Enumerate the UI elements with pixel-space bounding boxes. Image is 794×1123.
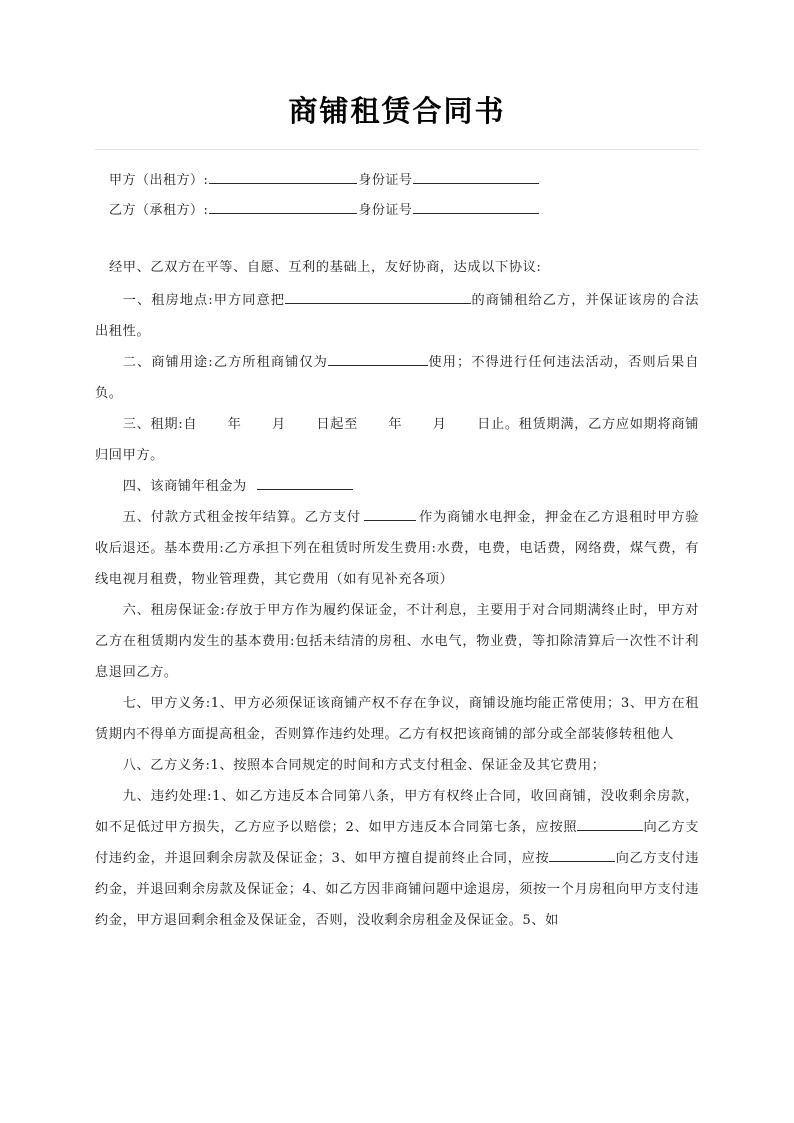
clause-6-security-deposit: 六、租房保证金:存放于甲方作为履约保证金，不计利息，主要用于对合同期满终止时，甲方对乙方在租赁期内发生的基本费用:包括未结清的房租、水电气，物业费，等扣除清算后一次性不计利息退回乙方。 [95, 603, 699, 681]
clause-3-month-label-end: 月 [432, 417, 447, 433]
clause-4-annual-rent [95, 471, 699, 502]
clause-1-address-field[interactable] [285, 290, 471, 304]
clause-9-text-c: 向乙方支付违约金，并退回剩余房款及保证金；4、如乙方因非商铺问题中途退房，须按一个月房租向甲方支付违约金，甲方退回剩余租金及保证金，否则，没收剩余房租金及保证金。5、如 [95, 851, 699, 929]
lessor-id-label: 身份证号 [358, 173, 413, 189]
clause-3-year-label-end: 年 [388, 417, 403, 433]
clause-2-text-b: 使用；不得进行任何违法活动，否则后果自负。 [95, 355, 699, 402]
intro-paragraph: 经甲、乙双方在平等、自愿、互利的基础上，友好协商，达成以下协议: [109, 260, 542, 276]
clause-1-text-a: 一、租房地点:甲方同意把 [122, 293, 285, 309]
clause-9-breach [95, 781, 699, 936]
page-title: 商铺租赁合同书 [288, 94, 506, 128]
clause-9-text-a: 九、违约处理:1、如乙方违反本合同第八条，甲方有权终止合同，收回商铺，没收剩余房款，如不足低过甲方损失，乙方应予以赔偿；2、如甲方违反本合同第七条，应按照 [95, 789, 699, 836]
clause-7-lessor-obligations: 七、甲方义务:1、甲方必须保证该商铺产权不存在争议，商铺设施均能正常使用；3、甲方在租赁期内不得单方面提高租金，否则算作违约处理。乙方有权把该商铺的部分或全部装修转租他人 [95, 696, 699, 743]
lessee-id-label: 身份证号 [358, 203, 413, 219]
lessee-role-label: 乙方（承租方）: [109, 203, 209, 219]
clause-5-payment [95, 502, 699, 595]
clause-2-text-a: 二、商铺用途:乙方所租商铺仅为 [122, 355, 328, 371]
clause-8-lessee-obligations: 八、乙方义务:1、按照本合同规定的时间和方式支付租金、保证金及其它费用； [122, 758, 606, 774]
clause-5-text-a: 五、付款方式租金按年结算。乙方支付 [122, 510, 361, 526]
party-row-lessor [95, 166, 699, 196]
clause-3-term [95, 409, 699, 471]
clause-4-rent-field[interactable] [257, 476, 353, 490]
clause-4-text-a: 四、该商铺年租金为 [122, 479, 247, 495]
clause-3-text-d: 日起至 [316, 417, 358, 433]
clause-9-text-b: 向乙方支付违约金，并退回剩余房款及保证金；3、如甲方擅自提前终止合同，应按 [95, 820, 699, 867]
clause-2-usage [95, 347, 699, 409]
party-row-lessee [95, 196, 699, 226]
clause-3-text-g: 日止。租赁期满，乙方应如期将商铺归回甲方。 [95, 417, 699, 464]
clause-9-penalty-field-b[interactable] [549, 848, 615, 862]
lessee-id-field[interactable] [413, 199, 539, 214]
title-divider [95, 149, 699, 150]
agreement-body [95, 252, 699, 936]
party-info-block [95, 166, 699, 226]
clause-3-month-label-start: 月 [271, 417, 286, 433]
lessor-id-field[interactable] [413, 169, 539, 184]
clause-3-text-a: 三、租期:自 [122, 417, 198, 433]
document-content [95, 92, 699, 936]
clause-5-text-b: 作为商铺水电押金，押金在乙方退租时甲方验收后退还。基本费用:乙方承担下列在租赁时所发生费用:水费，电费，电话费，网络费，煤气费，有线电视月租费，物业管理费，其它费用（如有见补充各项） [95, 510, 700, 588]
lessor-name-field[interactable] [209, 169, 357, 184]
clause-1-text-b: 的商铺租给乙方，并保证该房的合法出租性。 [95, 293, 699, 340]
clause-3-year-label-start: 年 [227, 417, 242, 433]
clause-9-penalty-field-a[interactable] [577, 817, 643, 831]
clause-2-usage-field[interactable] [328, 352, 428, 366]
clause-5-deposit-field[interactable] [364, 507, 416, 521]
lessee-name-field[interactable] [209, 199, 357, 214]
lessor-role-label: 甲方（出租方）: [109, 173, 209, 189]
clause-1-location [95, 285, 699, 347]
